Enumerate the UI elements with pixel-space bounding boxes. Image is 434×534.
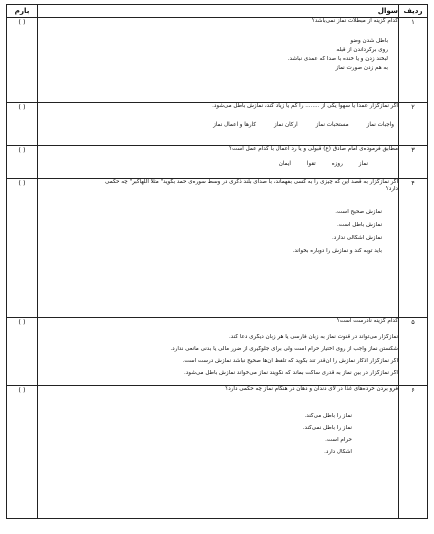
question-number: ۴ (399, 179, 428, 318)
score-box: ( ) (7, 318, 38, 386)
score-box: ( ) (7, 179, 38, 318)
question-text-continued: دارد؟ (385, 186, 398, 192)
score-box: ( ) (7, 146, 38, 179)
score-box: ( ) (7, 386, 38, 519)
option-1: نماز (358, 161, 368, 167)
option-4: به هم زدن صورت نماز (335, 65, 388, 71)
option-2: روزه (331, 161, 343, 167)
question-number: ۱ (399, 18, 428, 103)
option-2: نماز را باطل نمی‌کند. (302, 425, 352, 431)
question-text: مطابق فرموده‌ی امام صادق (ع) قبولی و یا رد اعمال با کدام عمل است؟ (229, 146, 398, 152)
score-box: ( ) (7, 103, 38, 146)
options-list (38, 413, 398, 456)
header-question: سوال (38, 5, 399, 18)
option-3: ارکان نماز (274, 122, 298, 128)
option-3: نمازش اشکالی ندارد. (332, 235, 382, 241)
question-text: فرو بردن خرده‌های غذا در لای دندان و دهان در هنگام نماز چه حکمی دارد؟ (225, 386, 398, 392)
options-list (38, 122, 398, 129)
option-2: مستحبات نماز (315, 122, 349, 128)
header-number: ردیف (399, 5, 428, 18)
option-4: کارها و اعمال نماز (213, 122, 256, 128)
question-text: کدام گزینه از مبطلات نماز نمی‌باشد؟ (311, 18, 398, 24)
question-row-1 (7, 18, 428, 103)
option-2: نمازش باطل است. (336, 222, 382, 228)
option-4: باید توبه کند و نمازش را دوباره بخواند. (292, 248, 382, 254)
option-3: اگر نمازگزار اذکار نمازش را آن‌قدر تند بگوید که تلفظ آن‌ها صحیح نباشد نمازش درست است. (182, 358, 398, 364)
option-1: نمازگزار می‌تواند در قنوت نماز به زبان فارسی یا هر زبان دیگری دعا کند. (229, 334, 398, 340)
option-1: باطل شدن وضو (350, 38, 388, 44)
question-cell (38, 179, 399, 318)
option-1: نمازش صحیح است. (335, 209, 382, 215)
question-text: کدام گزینه نادرست است؟ (336, 318, 398, 324)
options-list (38, 209, 398, 255)
question-cell (38, 18, 399, 103)
table-header-row (7, 5, 428, 18)
question-text: اگر نمازگزار به قصد این که چیزی را به کسی بفهماند، با صدای بلند ذکری در وسط سوره‌ی حمد بگوید" مثلاً اللهاکبر" چه حکمی (105, 179, 398, 185)
question-number: ۲ (399, 103, 428, 146)
question-text: اگر نمازگزار عمداً یا سهواً یکی از ........ را کم یا زیاد کند، نمازش باطل می‌شود. (212, 103, 398, 109)
options-list (38, 38, 398, 72)
option-2: شکستن نماز واجب از روی اختیار حرام است ولی برای جلوگیری از ضرر مالی یا بدنی مانعی ندارد. (170, 346, 398, 352)
question-number: ۵ (399, 318, 428, 386)
option-3: حرام است. (325, 437, 352, 443)
question-number: ۳ (399, 146, 428, 179)
question-number: ۶ (399, 386, 428, 519)
question-row-2 (7, 103, 428, 146)
question-cell (38, 386, 399, 519)
option-4: اشکال دارد. (324, 449, 352, 455)
option-1: واجبات نماز (366, 122, 394, 128)
option-2: روی برگرداندن از قبله (336, 47, 388, 53)
question-cell (38, 146, 399, 179)
score-box: ( ) (7, 18, 38, 103)
question-row-5 (7, 318, 428, 386)
exam-table (6, 4, 428, 519)
option-4: ایمان (278, 161, 291, 167)
question-row-4 (7, 179, 428, 318)
question-row-6 (7, 386, 428, 519)
option-1: نماز را باطل می‌کند. (304, 413, 352, 419)
option-3: لبخند زدن و یا خنده با صدا که عمدی نباشد. (287, 56, 388, 62)
question-cell (38, 318, 399, 386)
options-list (38, 161, 398, 168)
option-4: اگر نمازگزار در بین نماز به قدری ساکت بماند که نگویند نماز می‌خواند نمازش باطل می‌شود. (184, 370, 398, 376)
option-3: تقوا (306, 161, 316, 167)
header-score: بارم (7, 5, 38, 18)
question-cell (38, 103, 399, 146)
question-row-3 (7, 146, 428, 179)
options-list (38, 334, 398, 377)
